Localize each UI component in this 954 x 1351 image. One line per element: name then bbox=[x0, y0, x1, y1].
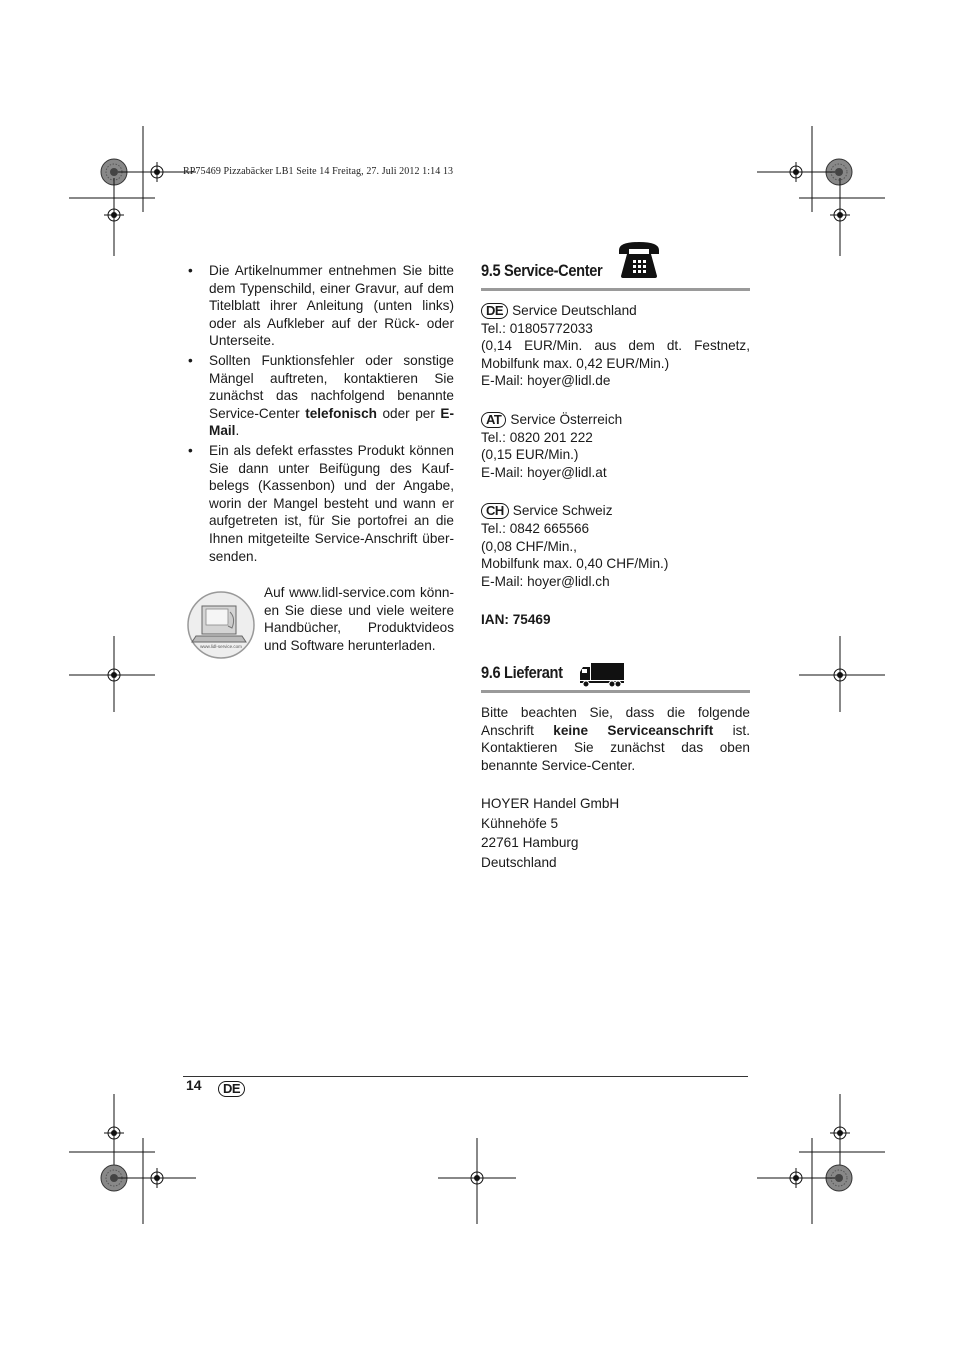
page-number: 14 bbox=[186, 1077, 202, 1093]
web-note-text: Auf www.lidl-service.com können Sie diese und viele weitere Handbücher, Produktvideos und Software herunterladen. bbox=[264, 585, 454, 653]
service-name: Service Deutschland bbox=[512, 303, 637, 318]
list-item: • Die Artikelnummer entnehmen Sie bitte dem Typenschild, einer Gravur, auf dem Titelblatt ihrer Anleitung (unten links) oder als Aufkleber auf der Rück- oder Unterseite. bbox=[186, 262, 454, 350]
service-phone: Tel.: 0820 201 222 bbox=[481, 429, 593, 445]
service-center-section bbox=[481, 240, 750, 629]
section-rule bbox=[481, 690, 750, 693]
intro-text: ist. Kontaktieren Sie zunächst das oben benannte Service-Center. bbox=[481, 722, 750, 773]
address-line: Kühnehöfe 5 bbox=[481, 815, 559, 831]
service-email: E-Mail: hoyer@lidl.at bbox=[481, 464, 607, 480]
laptop-download-icon bbox=[186, 590, 256, 660]
footer-rule bbox=[183, 1076, 748, 1077]
intro-text: Bitte beachten Sie, dass die folgende Anschrift bbox=[481, 705, 750, 738]
bold-term: telefonisch bbox=[305, 405, 377, 421]
supplier-section bbox=[481, 658, 750, 872]
service-rates: (0,08 CHF/Min., bbox=[481, 538, 577, 554]
service-name: Service Österreich bbox=[510, 411, 623, 427]
truck-icon bbox=[579, 662, 625, 688]
service-rates: Mobilfunk max. 0,40 CHF/Min.) bbox=[481, 556, 669, 572]
service-phone: Tel.: 0842 665566 bbox=[481, 520, 590, 536]
address-line: HOYER Handel GmbH bbox=[481, 796, 620, 812]
bold-term: E-Mail bbox=[209, 405, 454, 439]
country-badge-de: DE bbox=[481, 303, 508, 319]
address-line: Deutschland bbox=[481, 854, 557, 870]
country-badge-at: AT bbox=[481, 412, 506, 428]
bullet-text: oder per bbox=[376, 405, 441, 421]
web-icon-label: www.lidl-service.com bbox=[200, 644, 242, 649]
language-badge bbox=[218, 1080, 249, 1098]
service-name: Service Schweiz bbox=[512, 503, 613, 519]
supplier-address bbox=[481, 794, 750, 872]
bullet-list bbox=[186, 262, 454, 565]
ian-number: IAN: 75469 bbox=[481, 612, 551, 628]
address-line: 22761 Hamburg bbox=[481, 835, 579, 851]
telephone-icon bbox=[617, 240, 661, 280]
supplier-intro bbox=[481, 704, 750, 774]
service-email: E-Mail: hoyer@lidl.ch bbox=[481, 573, 610, 589]
service-ch bbox=[481, 502, 750, 590]
section-heading: 9.5 Service-Center bbox=[481, 261, 603, 280]
section-heading: 9.6 Lieferant bbox=[481, 663, 563, 682]
service-rates: (0,15 EUR/Min.) bbox=[481, 447, 579, 463]
print-slug: RP75469 Pizzabäcker LB1 Seite 14 Freitag, 27. Juli 2012 1:14 13 bbox=[183, 166, 454, 177]
lidl-service-note bbox=[186, 584, 454, 664]
service-de bbox=[481, 302, 750, 390]
list-item bbox=[186, 352, 454, 440]
service-phone: Tel.: 01805772033 bbox=[481, 320, 593, 336]
list-item: • Ein als defekt erfasstes Produkt können Sie dann unter Beifügung des Kaufbelegs (Kassenbon) und der Angabe, worin der Mangel besteht und wann er aufgetreten ist, für Sie portofrei an die Ihnen mitgeteilte Service-Anschrift übersenden. bbox=[186, 442, 454, 565]
bullet-text: Sollten Funktionsfehler oder sonstige Mängel auftreten, kontaktieren Sie zunächst das nachfolgend benannte Service-Center bbox=[209, 352, 454, 421]
service-at bbox=[481, 411, 750, 481]
bold-term: keine Serviceanschrift bbox=[553, 722, 714, 738]
service-rates: (0,14 EUR/Min. aus dem dt. Festnetz, Mobilfunk max. 0,42 EUR/Min.) bbox=[481, 338, 750, 371]
section-rule bbox=[481, 288, 750, 291]
left-column bbox=[186, 262, 454, 567]
country-badge-ch: CH bbox=[481, 503, 509, 519]
country-badge-de: DE bbox=[218, 1081, 245, 1097]
bullet-text: . bbox=[235, 423, 240, 439]
service-email: E-Mail: hoyer@lidl.de bbox=[481, 373, 611, 389]
